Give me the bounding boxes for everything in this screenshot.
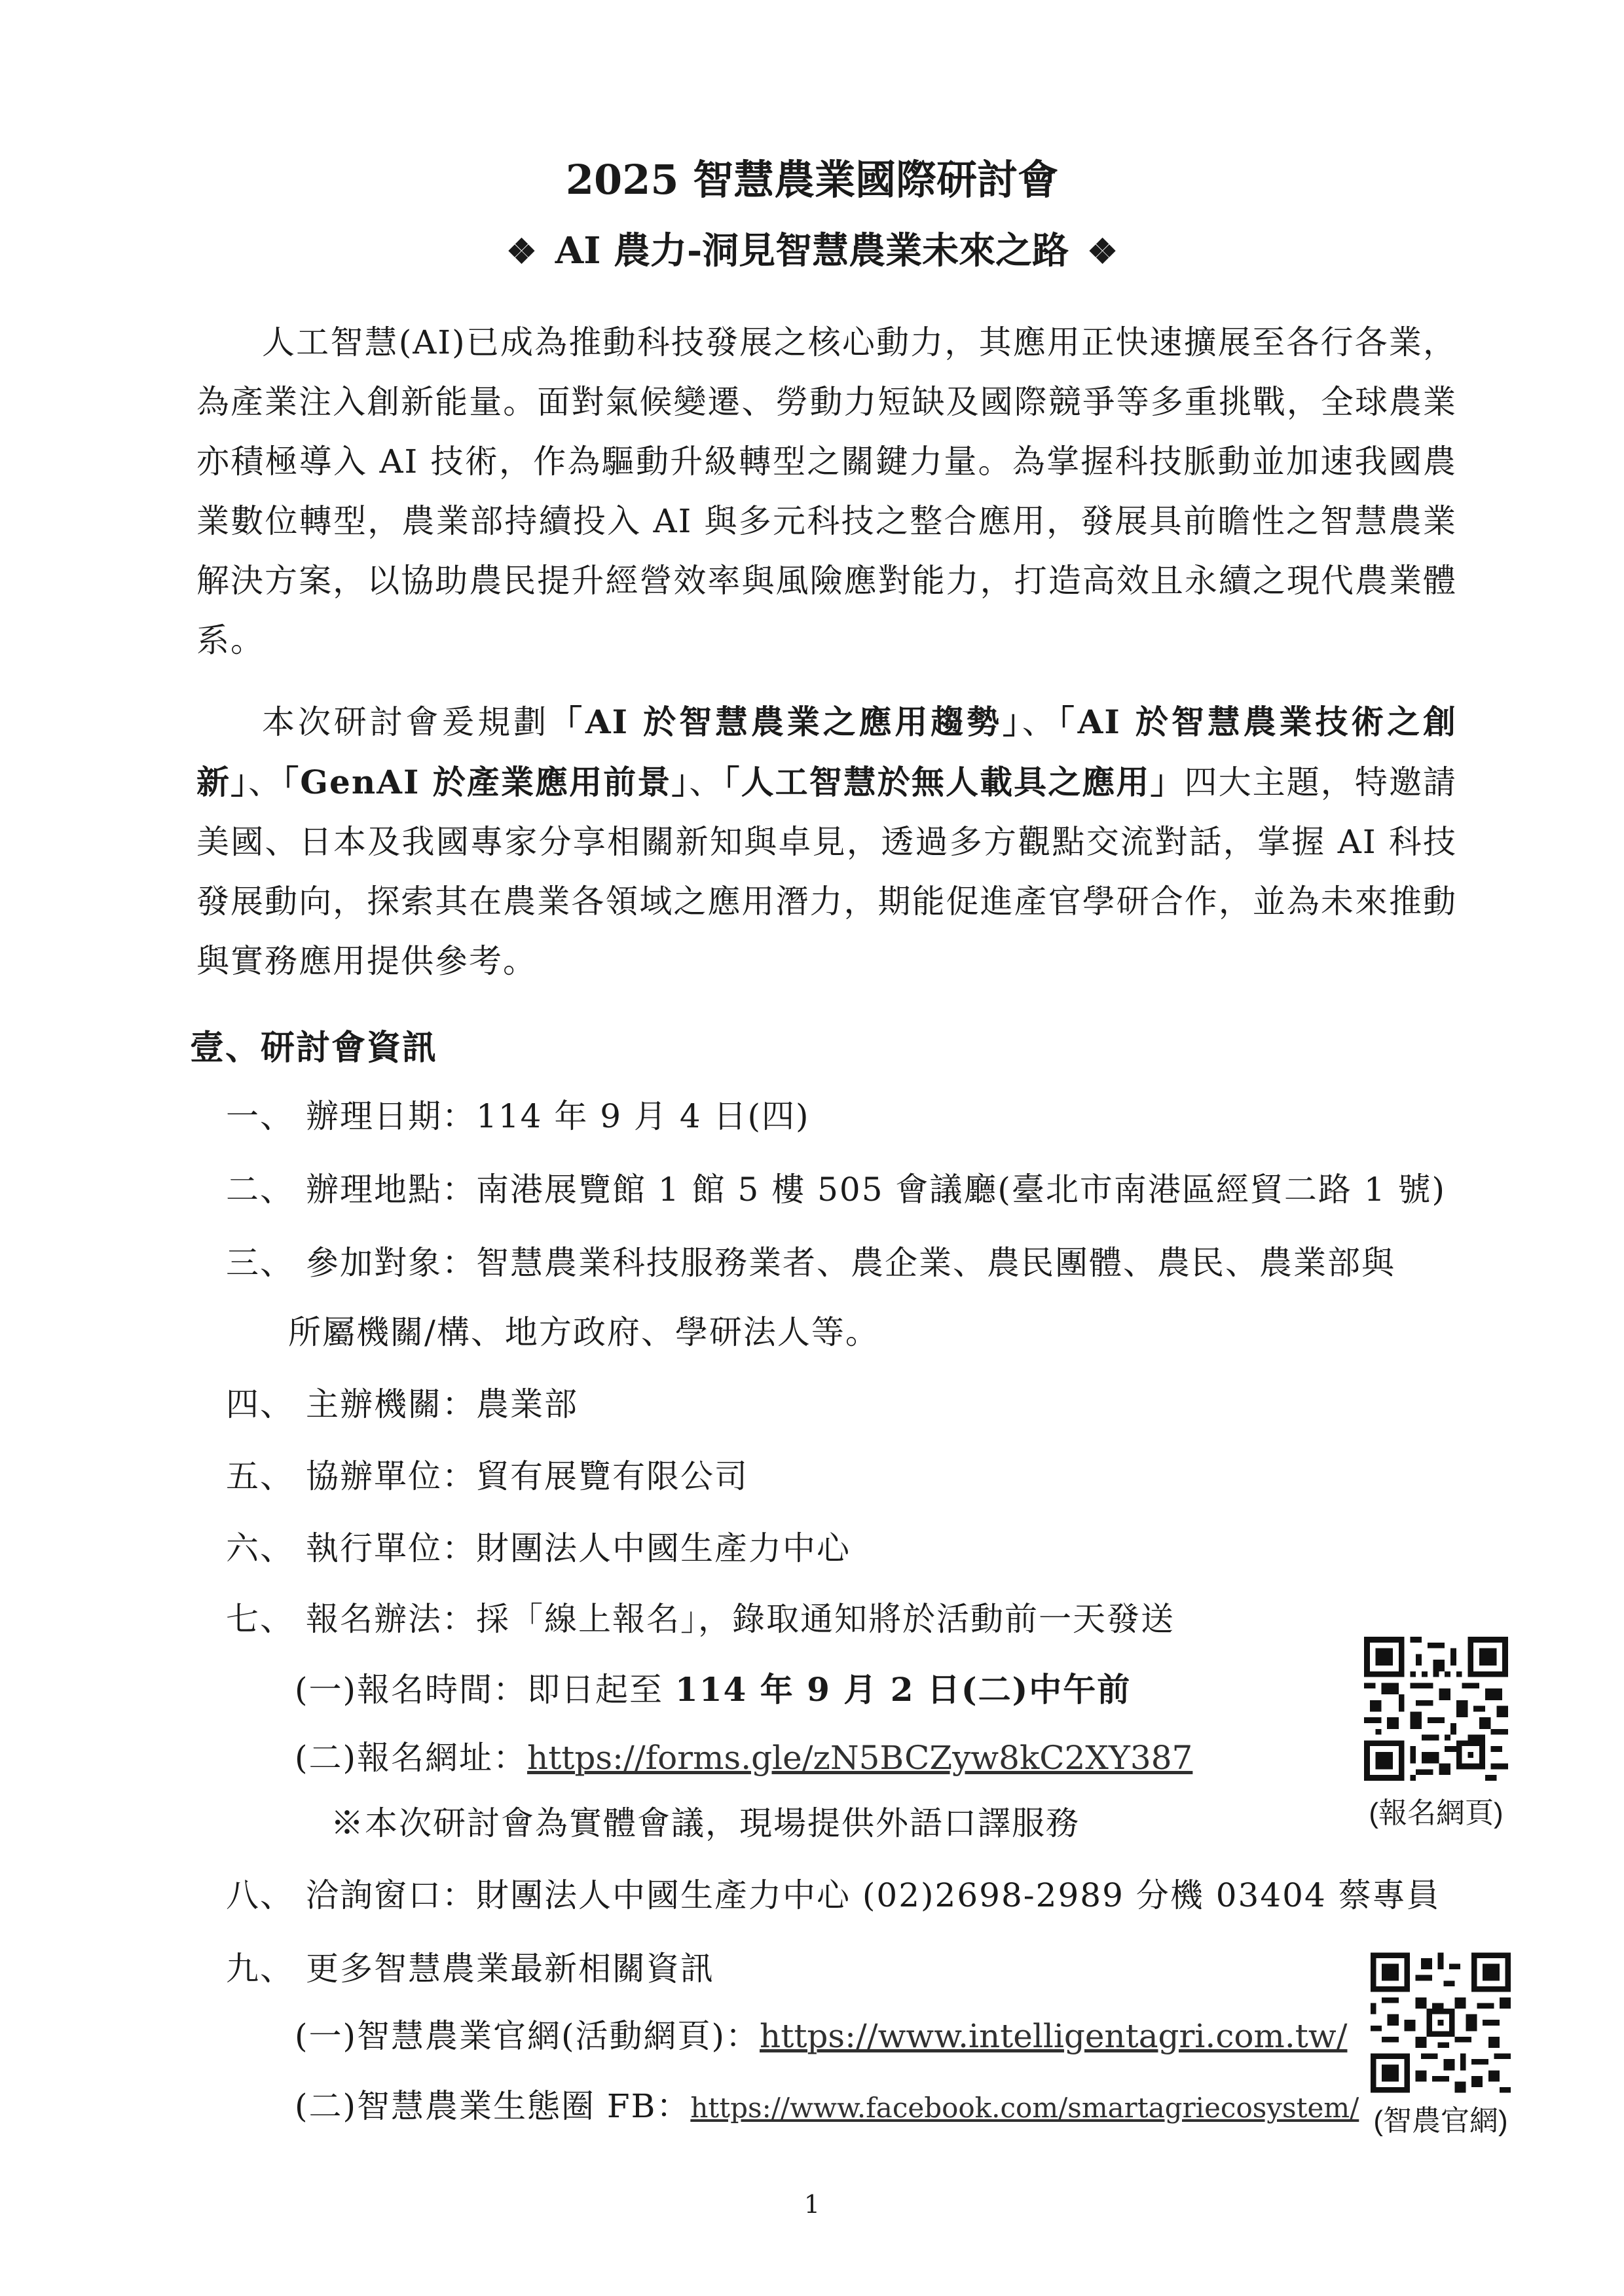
registration-qr-code-icon[interactable]: [1364, 1633, 1508, 1784]
info-item-registration: [226, 1590, 1470, 1649]
theme-separator: 、: [689, 763, 724, 801]
themes-paragraph: [196, 692, 1457, 991]
page-number: 1: [803, 2190, 821, 2219]
themes-rest: 四大主題，特邀請美國、日本及我國專家分享相關新知與卓見，透過多方觀點交流對話，掌握 AI 科技發展動向，探索其在農業各領域之應用潛力，期能促進產官學研合作，並為未來推動與實務應用提供參考。: [196, 763, 1458, 980]
item-number: 七、: [226, 1600, 294, 1638]
subtitle-text: AI 農力-洞見智慧農業未來之路: [555, 229, 1069, 272]
intro-paragraph: 人工智慧(AI)已成為推動科技發展之核心動力，其應用正快速擴展至各行各業，為產業注入創新能量。面對氣候變遷、勞動力短缺及國際競爭等多重挑戰，全球農業亦積極導入 AI 技術，作為驅動升級轉型之關鍵力量。為掌握科技脈動並加速我國農業數位轉型，農業部持續投入 AI 與多元科技之整合應用，發展具前瞻性之智慧農業解決方案，以協助農民提升經營效率與風險應對能力，打造高效且永續之現代農業體系。: [196, 323, 1457, 659]
item-text: 更多智慧農業最新相關資訊: [306, 1950, 714, 1988]
registration-deadline: 114 年 9 月 2 日(二)中午前: [674, 1670, 1132, 1709]
registration-url-label: (二)報名網址：: [295, 1739, 528, 1777]
item-number: 九、: [226, 1950, 294, 1988]
official-site-qr-caption: (智農官網): [1373, 2105, 1508, 2137]
item-text: 辦理地點：南港展覽館 1 館 5 樓 505 會議廳(臺北市南港區經貿二路 1 號): [306, 1171, 1447, 1209]
theme-3: 「GenAI 於產業應用前景」: [282, 763, 690, 801]
themes-intro: 本次研討會爰規劃: [262, 703, 549, 741]
registration-url-line: [295, 1728, 1539, 1787]
info-item-executor: [226, 1519, 1470, 1578]
item-number: 一、: [226, 1097, 294, 1135]
registration-time-label: (一)報名時間：即日起至: [295, 1671, 664, 1709]
info-item-contact: [226, 1866, 1470, 1925]
info-item-organizer: [226, 1375, 1470, 1434]
info-item-audience: [226, 1233, 1470, 1292]
item-number: 五、: [226, 1457, 294, 1495]
item-number: 二、: [226, 1171, 294, 1209]
item-text: 洽詢窗口：財團法人中國生產力中心 (02)2698-2989 分機 03404 蔡專員: [306, 1876, 1441, 1914]
registration-time: [295, 1660, 1539, 1719]
info-item-venue: [226, 1160, 1470, 1219]
info-item-date: [226, 1087, 1470, 1146]
item-number: 八、: [226, 1876, 294, 1914]
interpretation-note: ※本次研討會為實體會議，現場提供外語口譯服務: [331, 1804, 1080, 1842]
item-text: 報名辦法：採「線上報名」，錄取通知將於活動前一天發送: [306, 1600, 1175, 1638]
diamond-ornament-icon: ❖: [1087, 232, 1118, 272]
info-item-audience-cont: 所屬機關/構、地方政府、學研法人等。: [288, 1313, 879, 1351]
info-item-co-organizer: [226, 1447, 1470, 1506]
theme-1: 「AI 於智慧農業之應用趨勢」: [549, 702, 1022, 741]
item-text: 執行單位：財團法人中國生產力中心: [306, 1529, 851, 1567]
facebook-label: (二)智慧農業生態圈 FB：: [295, 2087, 691, 2125]
item-text: 主辦機關：農業部: [306, 1385, 578, 1423]
info-item-more-info: [226, 1939, 1470, 1998]
theme-separator: 、: [1022, 703, 1058, 741]
item-text: 辦理日期：114 年 9 月 4 日(四): [306, 1097, 810, 1135]
registration-qr-caption: (報名網頁): [1369, 1797, 1504, 1829]
theme-2: 「AI 於智慧農業技術之創新」: [196, 702, 1457, 801]
official-site-qr-code-icon[interactable]: [1371, 1949, 1511, 2096]
official-site-line: [295, 2007, 1539, 2066]
document-title: 2025 智慧農業國際研討會: [565, 156, 1059, 204]
official-site-link[interactable]: https://www.intelligentagri.com.tw/: [760, 2017, 1348, 2055]
facebook-link[interactable]: https://www.facebook.com/smartagriecosystem/: [690, 2092, 1359, 2124]
item-text: 協辦單位：貿有展覽有限公司: [306, 1457, 748, 1495]
item-number: 四、: [226, 1385, 294, 1423]
official-site-label: (一)智慧農業官網(活動網頁)：: [295, 2017, 760, 2055]
item-number: 三、: [226, 1244, 294, 1282]
theme-separator: 、: [248, 763, 283, 801]
registration-url-link[interactable]: https://forms.gle/zN5BCZyw8kC2XY387: [527, 1739, 1193, 1777]
diamond-ornament-icon: ❖: [506, 232, 537, 272]
item-text: 參加對象：智慧農業科技服務業者、農企業、農民團體、農民、農業部與: [306, 1244, 1395, 1282]
document-subtitle: [0, 226, 1624, 277]
item-number: 六、: [226, 1529, 294, 1567]
section-heading: 壹、研討會資訊: [190, 1028, 438, 1068]
theme-4: 「人工智慧於無人載具之應用」: [723, 763, 1185, 801]
